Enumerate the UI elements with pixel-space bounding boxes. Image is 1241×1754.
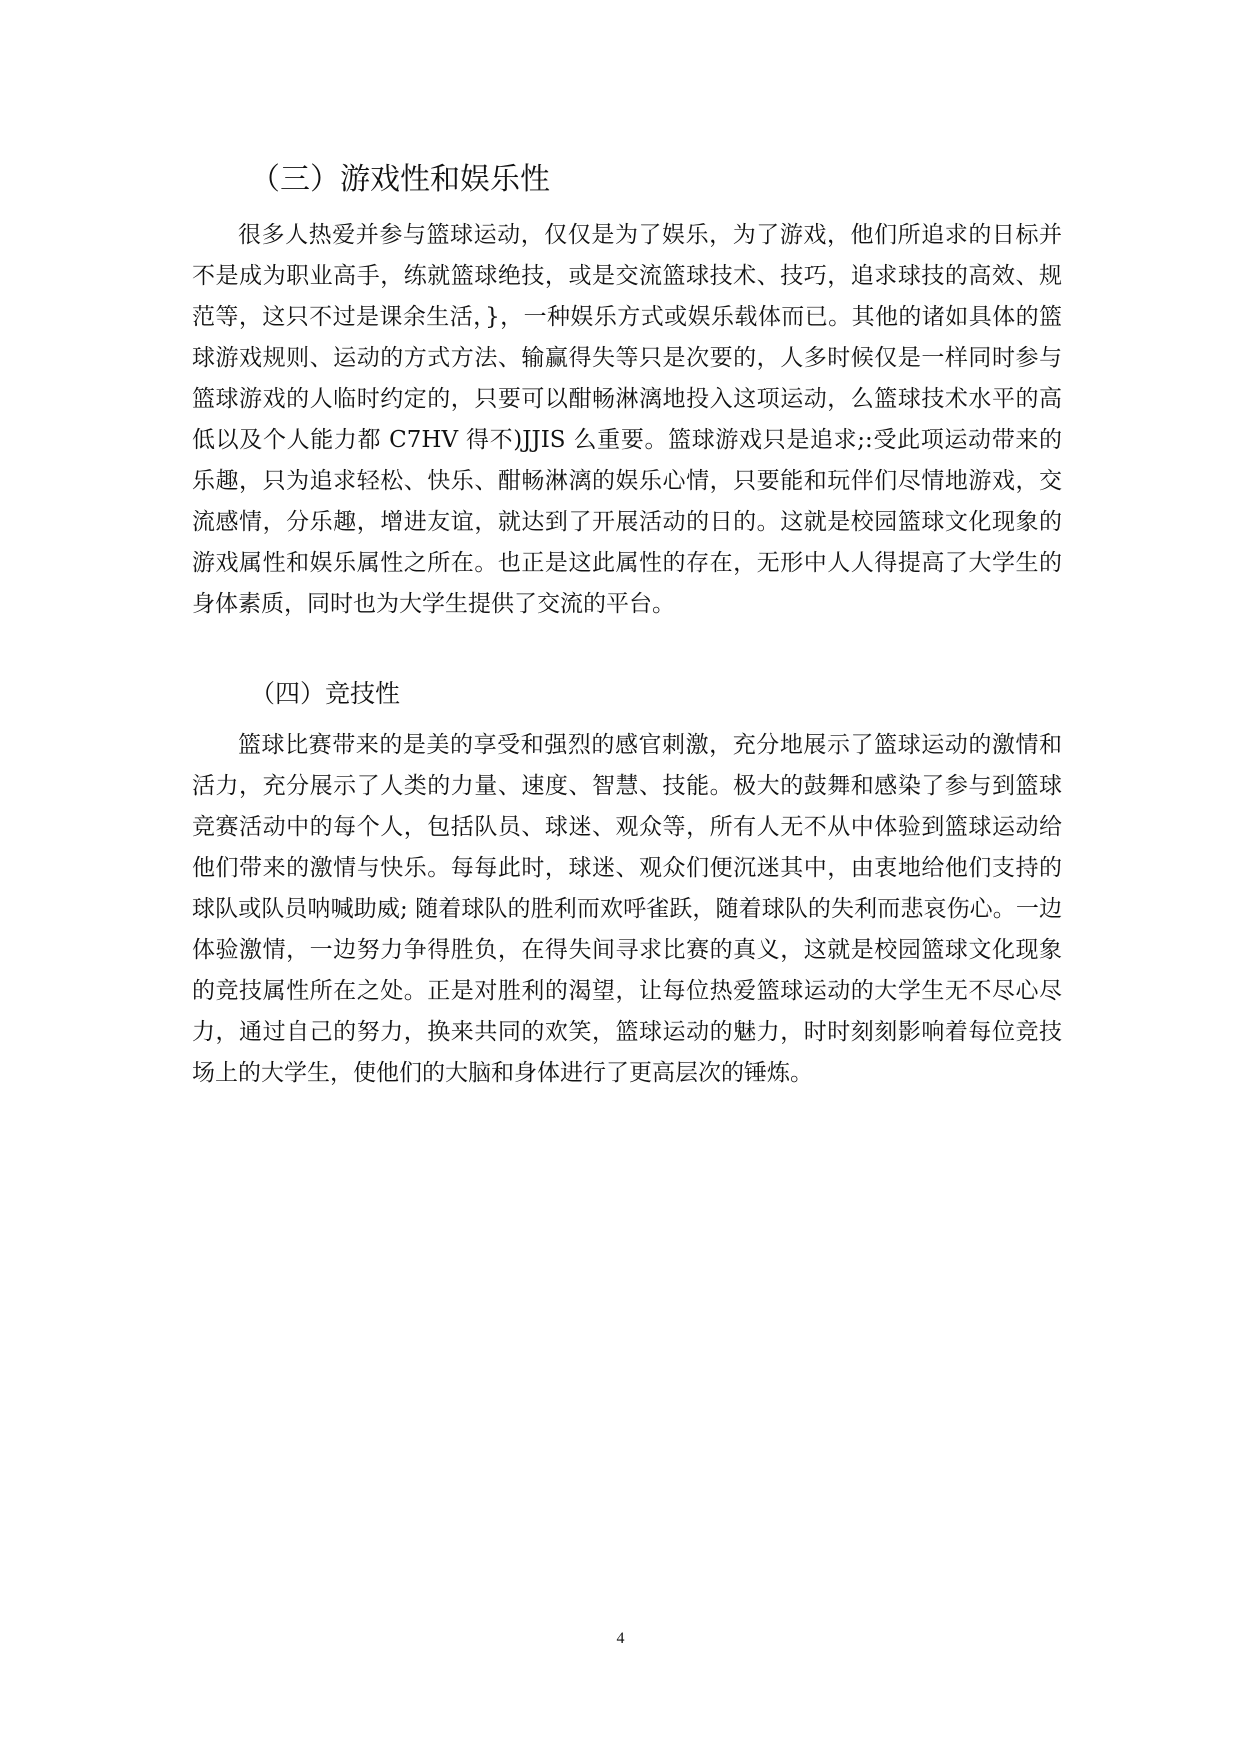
section-heading-competitiveness: （四）竞技性 [250, 679, 401, 708]
section-paragraph-competitiveness: 篮球比赛带来的是美的享受和强烈的感官刺激，充分地展示了篮球运动的激情和活力，充分展示了人类的力量、速度、智慧、技能。极大的鼓舞和感染了参与到篮球竞赛活动中的每个人，包括队员、球迷、观众等，所有人无不从中体验到篮球运动给他们带来的激情与快乐。每每此时，球迷、观众们便沉迷其中，由衷地给他们支持的球队或队员呐喊助威; 随着球队的胜利而欢呼雀跃，随着球队的失利而悲哀伤心。一边体验激情，一边努力争得胜负，在得失间寻求比赛的真义，这就是校园篮球文化现象的竞技属性所在之处。正是对胜利的渴望，让每位热爱篮球运动的大学生无不尽心尽力，通过自己的努力，换来共同的欢笑，篮球运动的魅力，时时刻刻影响着每位竞技场上的大学生，使他们的大脑和身体进行了更高层次的锤炼。 [192, 732, 1062, 1086]
section-paragraph-entertainment: 很多人热爱并参与篮球运动，仅仅是为了娱乐，为了游戏，他们所追求的日标并不是成为职业高手，练就篮球绝技，或是交流篮球技术、技巧，追求球技的高效、规范等，这只不过是课余生活，}，一种娱乐方式或娱乐载体而已。其他的诸如具体的篮球游戏规则、运动的方式方法、输赢得失等只是次要的，人多时候仅是一样同时参与篮球游戏的人临时约定的，只要可以酣畅淋漓地投入这项运动，么篮球技术水平的高低以及个人能力都 C7HV 得不)JJIS 么重要。篮球游戏只是追求;:受此项运动带来的乐趣，只为追求轻松、快乐、酣畅淋漓的娱乐心情，只要能和玩伴们尽情地游戏，交流感情，分乐趣，增进友谊，就达到了开展活动的日的。这就是校园篮球文化现象的游戏属性和娱乐属性之所在。也正是这此属性的存在，无形中人人得提高了大学生的身体素质，同时也为大学生提供了交流的平台。 [192, 222, 1062, 617]
page-number: 4 [616, 1630, 625, 1647]
section-heading-entertainment: （三）游戏性和娱乐性 [250, 162, 550, 197]
